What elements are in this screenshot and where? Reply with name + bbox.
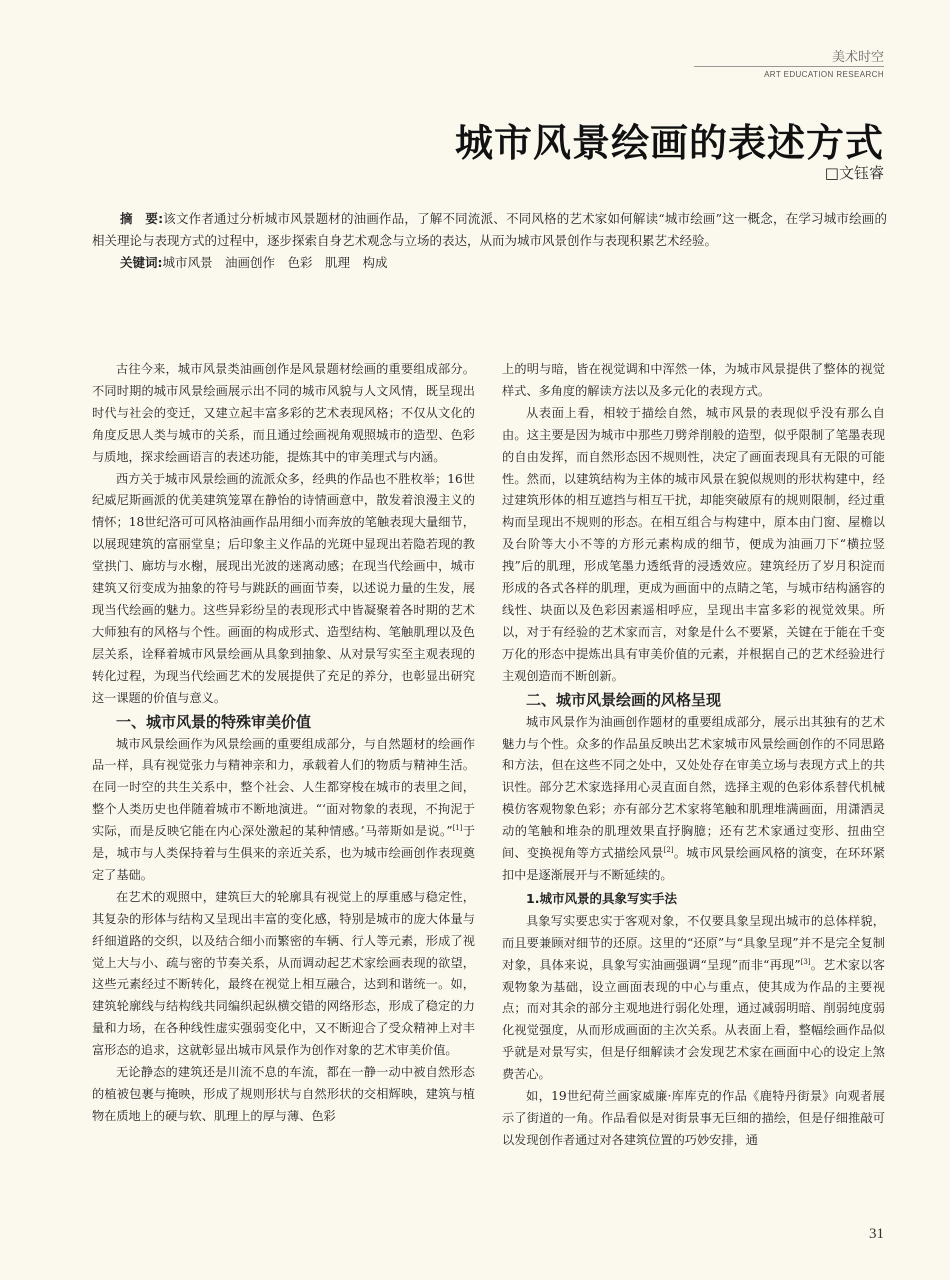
paragraph: 如，19世纪荷兰画家威廉·库库克的作品《鹿特丹街景》向观者展示了街道的一角。作品看似是对街景事无巨细的描绘，但是仔细推敲可以发现创作者通过对各建筑位置的巧妙安排，通 xyxy=(502,1089,885,1147)
paragraph-text: 城市风景作为油画创作题材的重要组成部分，展示出其独有的艺术魅力与个性。众多的作品虽反映出艺术家城市风景绘画创作的不同思路和方法，但在这些不同之处中，又处处存在审美立场与表现方式上的共识性。部分艺术家选择用心灵直面自然，选择主观的色彩体系替代机械模仿客观物象色彩；亦有部分艺术家将笔触和肌理堆满画面，用潇洒灵动的笔触和堆杂的肌理效果直抒胸臆；还有艺术家通过变形、扭曲空间、变换视角等方式描绘风景 xyxy=(502,714,885,861)
header-subtitle: ART EDUCATION RESEARCH xyxy=(764,70,884,79)
citation-ref: [3] xyxy=(800,957,811,966)
author-line xyxy=(825,162,884,183)
citation-ref: [1] xyxy=(452,824,463,833)
abstract xyxy=(92,208,887,252)
paragraph-text: 于是，城市与人类保持着与生俱来的亲近关系，也为城市绘画创作表现奠定了基础。 xyxy=(92,824,476,882)
paragraph: 在艺术的观照中，建筑巨大的轮廓具有视觉上的厚重感与稳定性，其复杂的形体与结构又呈现出丰富的变化感，特别是城市的庞大体量与纤细道路的交织，以及结合细小而繁密的车辆、行人等元素，形成了视觉上大与小、疏与密的节奏关系，从而调动起艺术家绘画表现的欲望，这些元素经过不断转化，最终在视觉上相互融合，达到和谐统一。如，建筑轮廓线与结构线共同编织起纵横交错的网络形态，形成了稳定的力量和力场，在各种线性虚实强弱变化中，又不断迎合了受众精神上对丰富形态的追求，这就彰显出城市风景作为创作对象的艺术审美价值。 xyxy=(92,889,475,1058)
keywords-text: 城市风景 油画创作 色彩 肌理 构成 xyxy=(162,255,388,270)
paragraph: 无论静态的建筑还是川流不息的车流，都在一静一动中被自然形态的植被包裹与掩映，形成了规则形状与自然形状的交相辉映，建筑与植物在质地上的硬与软、肌理上的厚与薄、色彩 xyxy=(92,1065,475,1123)
section-heading-1: 一、城市风景的特殊审美价值 xyxy=(116,712,312,731)
paragraph xyxy=(502,712,885,887)
abstract-label: 摘 要: xyxy=(120,211,164,226)
header-rule xyxy=(694,66,884,67)
paragraph xyxy=(92,734,475,887)
citation-ref: [2] xyxy=(663,845,674,854)
paragraph: 古往今来，城市风景类油画创作是风景题材绘画的重要组成部分。不同时期的城市风景绘画展示出不同的城市风貌与人文风情，既呈现出时代与社会的变迁，又建立起丰富多彩的艺术表现风格；不仅从文化的角度反思人类与城市的关系，而且通过绘画视角观照城市的造型、色彩与质地，探求绘画语言的表述功能，提炼其中的审美理式与内涵。 xyxy=(92,362,475,464)
paragraph xyxy=(502,911,885,1086)
subsection-heading: 1.城市风景的具象写实手法 xyxy=(526,890,677,906)
paragraph-text: 。城市风景绘画风格的演变，在环环紧扣中是逐渐展开与不断延续的。 xyxy=(502,846,886,882)
author-name: 文钰睿 xyxy=(838,164,884,182)
paragraph: 西方关于城市风景绘画的流派众多，经典的作品也不胜枚举；16世纪威尼斯画派的优美建筑笼罩在静怡的诗情画意中，散发着浪漫主义的情怀；18世纪洛可可风格油画作品用细小而奔放的笔触表现大量细节，以展现建筑的富丽堂皇；后印象主义作品的光斑中显现出若隐若现的教堂拱门、廊坊与水榭，展现出光波的迷离动感；在现当代绘画中，城市建筑又衍变成为抽象的符号与跳跃的画面节奏，以述说力量的生发，展现当代绘画的魅力。这些异彩纷呈的表现形式中皆凝聚着各时期的艺术大师独有的风格与个性。画面的构成形式、造型结构、笔触肌理以及色层关系，诠释着城市风景绘画从具象到抽象、从对景写实至主观表现的转化过程，为现当代绘画艺术的发展提供了充足的养分，也彰显出研究这一课题的价值与意义。 xyxy=(92,471,475,705)
paragraph-text: 。艺术家以客观物象为基础，设立画面表现的中心与重点，使其成为作品的主要视点；而对其余的部分主观地进行弱化处理，通过减弱明暗、削弱纯度弱化视觉强度，从而形成画面的主次关系。从表面上看，整幅绘画作品似乎就是对景写实，但是仔细解读才会发现艺术家在画面中心的设定上煞费苦心。 xyxy=(502,957,885,1082)
author-box: □ xyxy=(824,164,839,182)
paragraph: 上的明与暗，皆在视觉调和中浑然一体，为城市风景提供了整体的视觉样式、多角度的解读方法以及多元化的表现方式。 xyxy=(502,362,885,398)
header-category: 美术时空 xyxy=(831,50,884,65)
keywords xyxy=(120,253,880,273)
keywords-label: 关键词: xyxy=(120,255,163,270)
right-column xyxy=(502,359,885,1152)
paragraph-text: 具象写实要忠实于客观对象，不仅要具象呈现出城市的总体样貌，而且要兼顾对细节的还原。这里的“还原”与“具象呈现”并不是完全复制对象，具体来说，具象写实油画强调“呈现”而非“再现” xyxy=(502,913,885,972)
abstract-text: 该文作者通过分析城市风景题材的油画作品，了解不同流派、不同风格的艺术家如何解读“城市绘画”这一概念，在学习城市绘画的相关理论与表现方式的过程中，逐步探索自身艺术观念与立场的表达，从而为城市风景创作与表现积累艺术经验。 xyxy=(92,211,887,248)
page-number: 31 xyxy=(869,1226,884,1242)
article-title: 城市风景绘画的表述方式 xyxy=(454,120,884,165)
paragraph-text: 城市风景绘画作为风景绘画的重要组成部分，与自然题材的绘画作品一样，具有视觉张力与精神亲和力，承载着人们的物质与精神生活。在同一时空的共生关系中，整个社会、人生都穿梭在城市的表里之间，整个人类历史也伴随着城市不断地演进。“‘面对物象的表现，不拘泥于实际，而是反映它能在内心深处激起的某种情感。’马蒂斯如是说。” xyxy=(92,736,475,839)
left-column xyxy=(92,359,475,1128)
paragraph: 从表面上看，相较于描绘自然，城市风景的表现似乎没有那么自由。这主要是因为城市中那些刀劈斧削般的造型，似乎限制了笔墨表现的自由发挥，而自然形态因不规则性，决定了画面表现具有无限的可能性。然而，以建筑结构为主体的城市风景在貌似规则的形状构建中，经过建筑形体的相互遮挡与相互干扰，却能突破原有的规则限制，经过重构而呈现出不规则的形态。在相互组合与构建中，原本由门窗、屋檐以及台阶等大小不等的方形元素构成的细节，便成为油画刀下“横拉竖拽”后的肌理，形成笔墨力透纸背的浸透效应。建筑经历了岁月积淀而形成的各式各样的肌理，更成为画面中的点睛之笔，与城市结构涵容的线性、块面以及色彩因素遥相呼应，呈现出丰富多彩的视觉效果。所以，对于有经验的艺术家而言，对象是什么不要紧，关键在于能在千变万化的形态中提炼出具有审美价值的元素，并根据自己的艺术经验进行主观创造而不断创新。 xyxy=(502,405,885,683)
section-heading-2: 二、城市风景绘画的风格呈现 xyxy=(526,690,722,709)
